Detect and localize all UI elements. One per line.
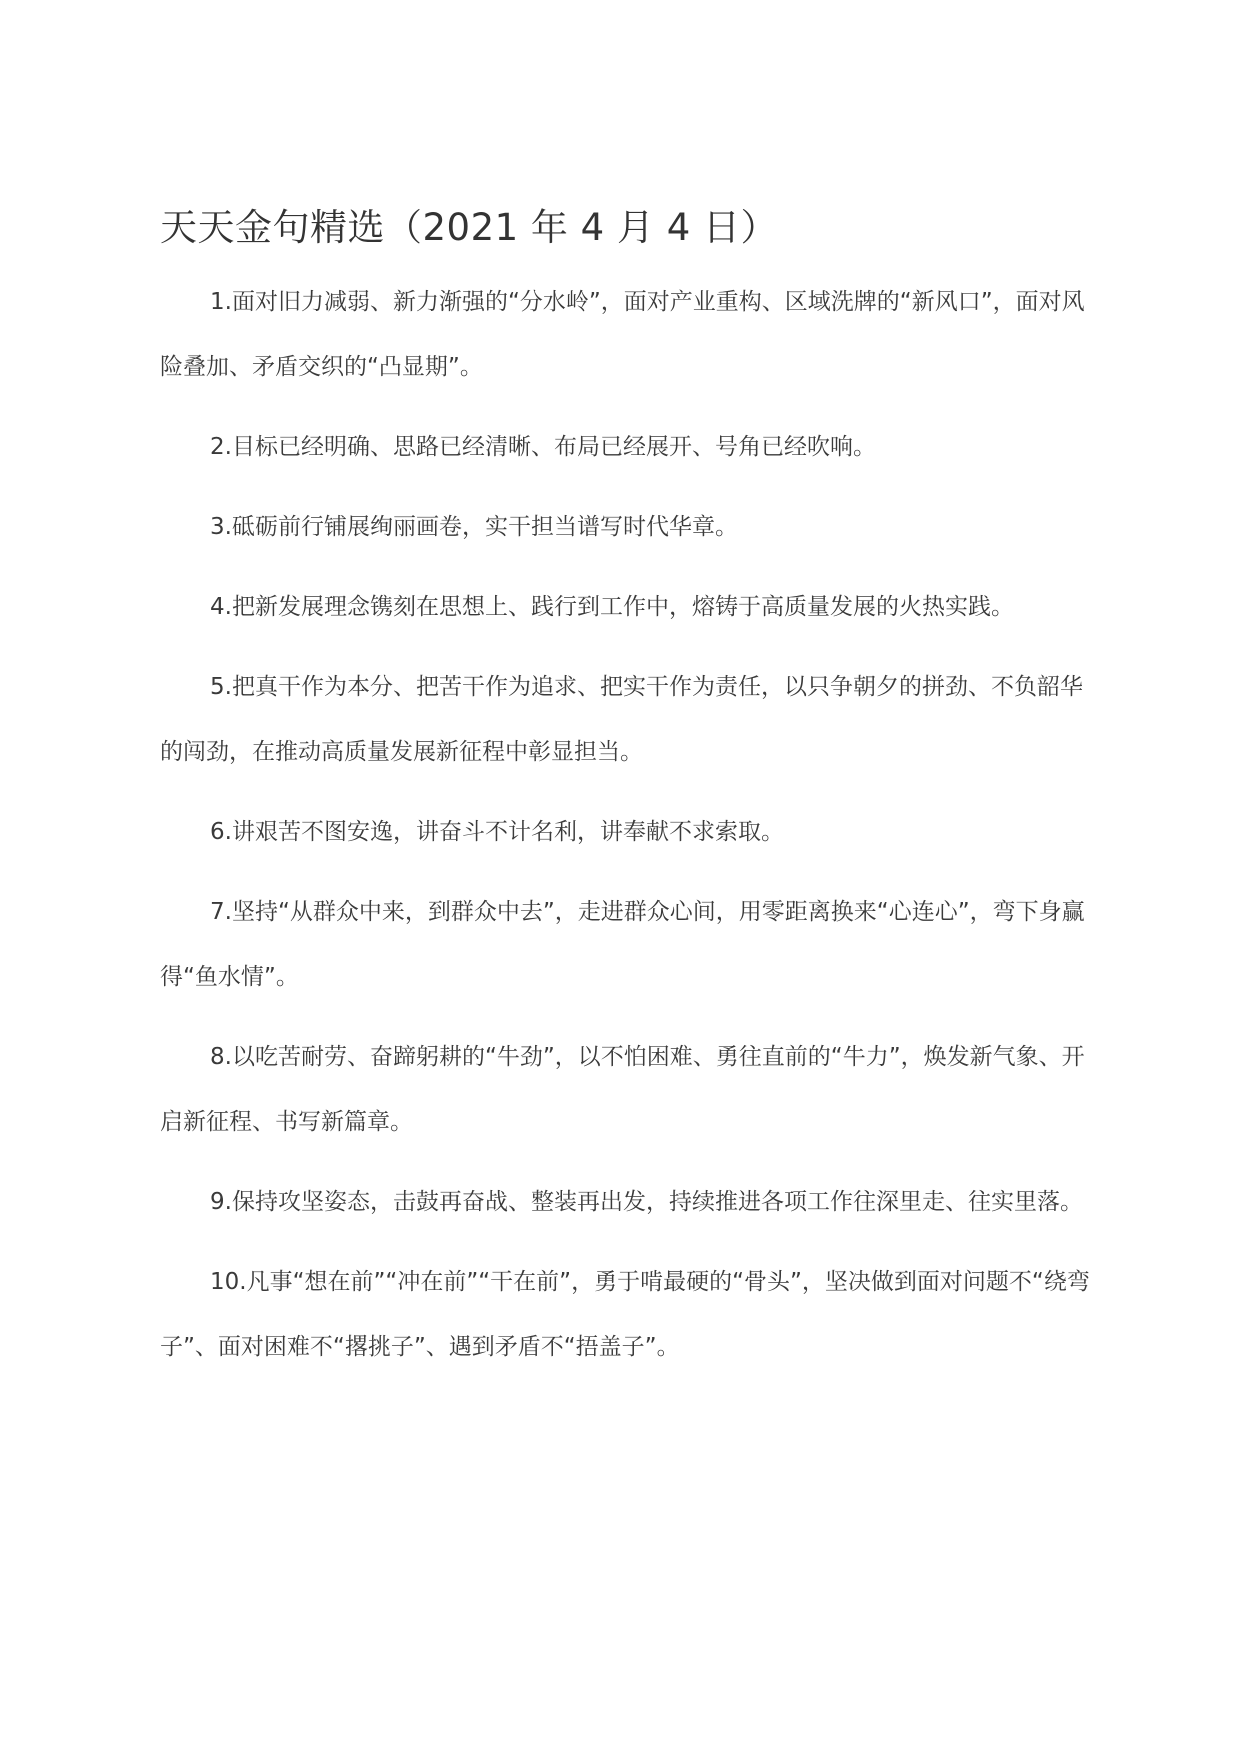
quote-paragraph-7: 7.坚持“从群众中来，到群众中去”，走进群众心间，用零距离换来“心连心”，弯下身赢得“鱼水情”。 (160, 899, 1085, 990)
quote-paragraph-10: 10.凡事“想在前”“冲在前”“干在前”，勇于啃最硬的“骨头”，坚决做到面对问题不“绕弯子”、面对困难不“撂挑子”、遇到矛盾不“捂盖子”。 (160, 1269, 1090, 1360)
document-title: 天天金句精选（2021 年 4 月 4 日） (160, 206, 779, 249)
quote-paragraph-3: 3.砥砺前行铺展绚丽画卷，实干担当谱写时代华章。 (210, 514, 738, 540)
quote-paragraph-5: 5.把真干作为本分、把苦干作为追求、把实干作为责任，以只争朝夕的拼劲、不负韶华的闯劲，在推动高质量发展新征程中彰显担当。 (160, 674, 1083, 765)
quote-paragraph-1: 1.面对旧力减弱、新力渐强的“分水岭”，面对产业重构、区域洗牌的“新风口”，面对风险叠加、矛盾交织的“凸显期”。 (160, 289, 1085, 380)
quote-paragraph-4: 4.把新发展理念镌刻在思想上、践行到工作中，熔铸于高质量发展的火热实践。 (210, 594, 1014, 620)
quote-paragraph-6: 6.讲艰苦不图安逸，讲奋斗不计名利，讲奉献不求索取。 (210, 819, 784, 845)
quote-paragraph-9: 9.保持攻坚姿态，击鼓再奋战、整装再出发，持续推进各项工作往深里走、往实里落。 (210, 1189, 1083, 1215)
quote-paragraph-8: 8.以吃苦耐劳、奋蹄躬耕的“牛劲”，以不怕困难、勇往直前的“牛力”，焕发新气象、开启新征程、书写新篇章。 (160, 1044, 1085, 1135)
quote-paragraph-2: 2.目标已经明确、思路已经清晰、布局已经展开、号角已经吹响。 (210, 434, 876, 460)
document-content (160, 194, 1105, 1395)
